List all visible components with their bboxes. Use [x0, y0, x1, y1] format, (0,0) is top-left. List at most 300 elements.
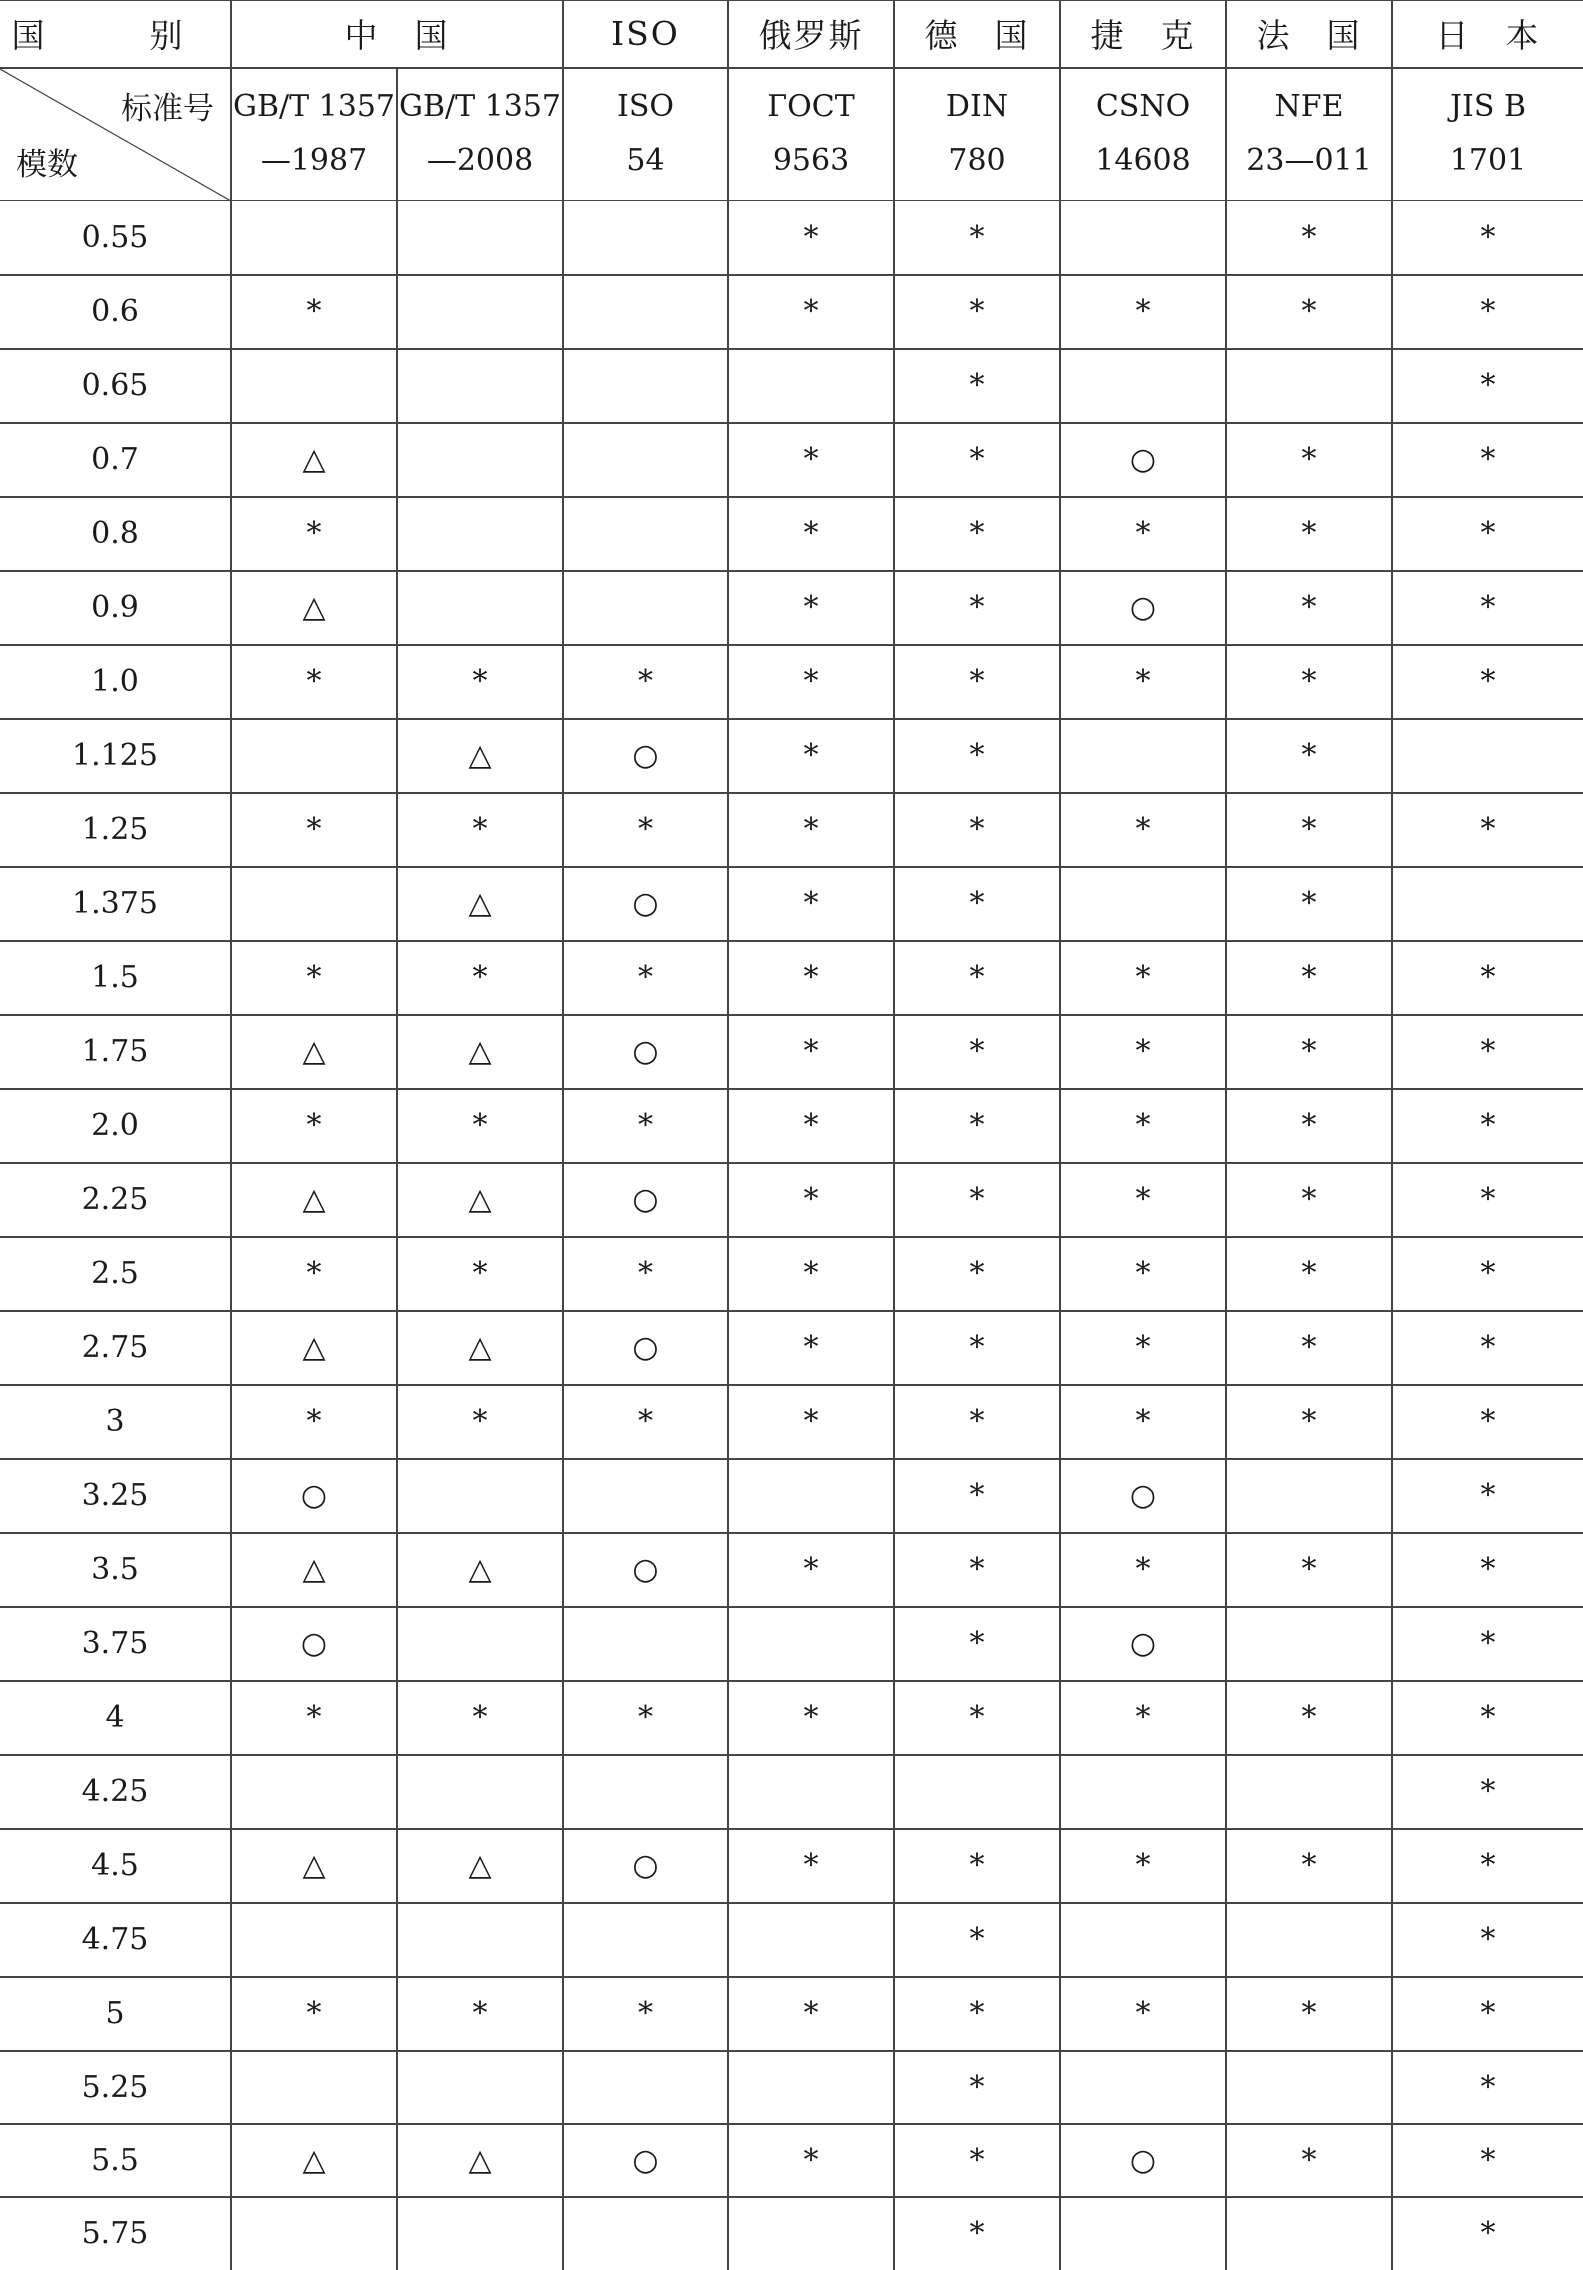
mark-cell: *: [894, 1311, 1060, 1385]
mark-cell: *: [563, 1385, 728, 1459]
mark-cell: *: [894, 1385, 1060, 1459]
mark-cell: *: [894, 1163, 1060, 1237]
table-row: [0, 867, 1583, 941]
standard-header: [1226, 68, 1392, 201]
mark-cell: *: [563, 1089, 728, 1163]
table-row: [0, 1533, 1583, 1607]
module-value: 1.125: [0, 719, 231, 793]
standard-header: [1392, 68, 1583, 201]
country-header: 日 本: [1392, 1, 1583, 68]
standard-header: [397, 68, 563, 201]
mark-cell: [231, 2051, 397, 2124]
mark-cell: *: [894, 719, 1060, 793]
mark-cell: △: [231, 1163, 397, 1237]
mark-cell: [1060, 2051, 1226, 2124]
mark-cell: *: [231, 645, 397, 719]
mark-cell: *: [728, 1829, 894, 1903]
mark-cell: [1060, 1755, 1226, 1829]
mark-cell: ○: [563, 1533, 728, 1607]
mark-cell: [1226, 1459, 1392, 1533]
mark-cell: *: [728, 1089, 894, 1163]
mark-cell: *: [894, 497, 1060, 571]
module-value: 2.75: [0, 1311, 231, 1385]
mark-cell: △: [397, 2124, 563, 2197]
module-value: 5.5: [0, 2124, 231, 2197]
mark-cell: △: [397, 719, 563, 793]
module-value: 0.55: [0, 201, 231, 275]
mark-cell: *: [1226, 1977, 1392, 2051]
mark-cell: [563, 2197, 728, 2270]
mark-cell: *: [894, 349, 1060, 423]
mark-cell: *: [1392, 1237, 1583, 1311]
mark-cell: *: [728, 793, 894, 867]
mark-cell: *: [1060, 1385, 1226, 1459]
corner-header-cell: [0, 68, 231, 201]
mark-cell: *: [1226, 1089, 1392, 1163]
module-value: 3: [0, 1385, 231, 1459]
mark-cell: *: [1392, 941, 1583, 1015]
standard-header-line: 9563: [772, 143, 850, 179]
mark-cell: [563, 275, 728, 349]
standard-header-line: —2008: [426, 143, 534, 179]
mark-cell: [397, 201, 563, 275]
mark-cell: *: [1226, 497, 1392, 571]
mark-cell: ○: [231, 1607, 397, 1681]
country-header: ISO: [563, 1, 728, 68]
mark-cell: *: [894, 201, 1060, 275]
mark-cell: *: [397, 1237, 563, 1311]
mark-cell: [1226, 1607, 1392, 1681]
table-row: [0, 1385, 1583, 1459]
module-value: 4.75: [0, 1903, 231, 1977]
mark-cell: *: [728, 1311, 894, 1385]
mark-cell: *: [1226, 1237, 1392, 1311]
mark-cell: *: [1226, 423, 1392, 497]
module-value: 2.5: [0, 1237, 231, 1311]
table-row: [0, 1311, 1583, 1385]
mark-cell: [397, 1459, 563, 1533]
mark-cell: [1392, 719, 1583, 793]
mark-cell: *: [1060, 1163, 1226, 1237]
mark-cell: *: [728, 645, 894, 719]
standard-header-line: ГОСТ: [767, 89, 855, 125]
mark-cell: *: [1392, 2051, 1583, 2124]
module-value: 4.25: [0, 1755, 231, 1829]
mark-cell: *: [894, 1829, 1060, 1903]
mark-cell: [397, 2051, 563, 2124]
mark-cell: [728, 2197, 894, 2270]
mark-cell: ○: [563, 1163, 728, 1237]
table-row: [0, 1015, 1583, 1089]
mark-cell: △: [231, 2124, 397, 2197]
mark-cell: [1226, 1755, 1392, 1829]
country-header: 中 国: [231, 1, 563, 68]
module-value: 1.0: [0, 645, 231, 719]
mark-cell: △: [397, 1533, 563, 1607]
mark-cell: *: [231, 275, 397, 349]
table-row: [0, 1163, 1583, 1237]
mark-cell: *: [1392, 1163, 1583, 1237]
mark-cell: *: [231, 1681, 397, 1755]
mark-cell: △: [397, 1829, 563, 1903]
mark-cell: *: [894, 1089, 1060, 1163]
mark-cell: *: [397, 1977, 563, 2051]
mark-cell: [231, 867, 397, 941]
mark-cell: *: [1060, 645, 1226, 719]
standard-header-line: 1701: [1449, 143, 1527, 179]
mark-cell: *: [728, 867, 894, 941]
mark-cell: [1060, 1903, 1226, 1977]
module-value: 0.7: [0, 423, 231, 497]
standard-header-line: 23—011: [1246, 143, 1372, 179]
mark-cell: *: [1060, 1015, 1226, 1089]
mark-cell: [563, 1607, 728, 1681]
mark-cell: *: [1392, 275, 1583, 349]
mark-cell: *: [1392, 1681, 1583, 1755]
standard-header-line: ISO: [617, 89, 674, 125]
mark-cell: *: [894, 1533, 1060, 1607]
mark-cell: [563, 1459, 728, 1533]
mark-cell: *: [728, 275, 894, 349]
mark-cell: *: [1392, 1311, 1583, 1385]
mark-cell: *: [563, 1681, 728, 1755]
mark-cell: △: [397, 1311, 563, 1385]
table-row: [0, 275, 1583, 349]
table-row: [0, 201, 1583, 275]
mark-cell: *: [1392, 1459, 1583, 1533]
mark-cell: *: [1392, 793, 1583, 867]
mark-cell: [1060, 201, 1226, 275]
mark-cell: *: [1226, 1681, 1392, 1755]
table-row: [0, 497, 1583, 571]
mark-cell: *: [1226, 1829, 1392, 1903]
module-value: 3.25: [0, 1459, 231, 1533]
mark-cell: *: [1060, 1237, 1226, 1311]
mark-cell: *: [1226, 1311, 1392, 1385]
mark-cell: [1226, 1903, 1392, 1977]
table-row: [0, 719, 1583, 793]
table-row: [0, 1089, 1583, 1163]
mark-cell: *: [563, 793, 728, 867]
mark-cell: *: [563, 645, 728, 719]
mark-cell: *: [1226, 1385, 1392, 1459]
mark-cell: *: [1392, 645, 1583, 719]
mark-cell: [397, 349, 563, 423]
mark-cell: *: [397, 1089, 563, 1163]
mark-cell: [397, 1903, 563, 1977]
mark-cell: *: [1392, 1089, 1583, 1163]
mark-cell: *: [1060, 1533, 1226, 1607]
mark-cell: △: [397, 867, 563, 941]
mark-cell: *: [894, 1015, 1060, 1089]
mark-cell: [1226, 2197, 1392, 2270]
standard-header-line: GB/T 1357: [232, 89, 395, 125]
mark-cell: ○: [563, 867, 728, 941]
mark-cell: *: [728, 1533, 894, 1607]
mark-cell: *: [1226, 2124, 1392, 2197]
mark-cell: *: [728, 1385, 894, 1459]
table-row: [0, 2197, 1583, 2270]
mark-cell: [397, 1755, 563, 1829]
mark-cell: *: [397, 1385, 563, 1459]
mark-cell: [397, 2197, 563, 2270]
mark-cell: *: [1392, 1903, 1583, 1977]
mark-cell: *: [231, 1237, 397, 1311]
table-row: [0, 645, 1583, 719]
mark-cell: ○: [1060, 1459, 1226, 1533]
mark-cell: ○: [563, 1829, 728, 1903]
country-header: 德 国: [894, 1, 1060, 68]
mark-cell: *: [894, 1607, 1060, 1681]
mark-cell: *: [728, 1681, 894, 1755]
mark-cell: [397, 275, 563, 349]
module-value: 0.9: [0, 571, 231, 645]
mark-cell: *: [1392, 423, 1583, 497]
module-label: 模数: [16, 147, 78, 183]
mark-cell: *: [894, 2051, 1060, 2124]
mark-cell: *: [563, 1977, 728, 2051]
table-row: [0, 1903, 1583, 1977]
mark-cell: *: [1392, 571, 1583, 645]
mark-cell: [1060, 719, 1226, 793]
mark-cell: ○: [563, 1311, 728, 1385]
mark-cell: *: [894, 1977, 1060, 2051]
mark-cell: △: [231, 1015, 397, 1089]
country-label-header: 国 别: [0, 1, 231, 68]
mark-cell: *: [894, 1903, 1060, 1977]
mark-cell: *: [1060, 497, 1226, 571]
mark-cell: ○: [1060, 571, 1226, 645]
mark-cell: *: [894, 867, 1060, 941]
mark-cell: *: [1060, 1681, 1226, 1755]
mark-cell: [728, 1755, 894, 1829]
mark-cell: *: [1392, 2124, 1583, 2197]
standard-header: [894, 68, 1060, 201]
mark-cell: [1226, 349, 1392, 423]
mark-cell: *: [1392, 1755, 1583, 1829]
mark-cell: *: [728, 497, 894, 571]
standard-header-line: 14608: [1095, 143, 1191, 179]
mark-cell: *: [728, 1977, 894, 2051]
mark-cell: *: [1392, 1533, 1583, 1607]
mark-cell: *: [1226, 867, 1392, 941]
module-value: 0.8: [0, 497, 231, 571]
mark-cell: ○: [1060, 423, 1226, 497]
module-value: 1.75: [0, 1015, 231, 1089]
mark-cell: *: [1060, 275, 1226, 349]
module-value: 5: [0, 1977, 231, 2051]
mark-cell: *: [894, 571, 1060, 645]
mark-cell: *: [728, 1163, 894, 1237]
standard-header: [1060, 68, 1226, 201]
module-value: 4.5: [0, 1829, 231, 1903]
mark-cell: *: [1226, 201, 1392, 275]
mark-cell: [563, 2051, 728, 2124]
mark-cell: [563, 423, 728, 497]
mark-cell: *: [1392, 1607, 1583, 1681]
mark-cell: [563, 571, 728, 645]
mark-cell: *: [894, 1681, 1060, 1755]
table-row: [0, 2051, 1583, 2124]
mark-cell: *: [1226, 1015, 1392, 1089]
country-header: 捷 克: [1060, 1, 1226, 68]
table-row: [0, 423, 1583, 497]
mark-cell: *: [728, 1015, 894, 1089]
table-row: [0, 1977, 1583, 2051]
mark-cell: ○: [563, 1015, 728, 1089]
mark-cell: [231, 2197, 397, 2270]
mark-cell: *: [1226, 571, 1392, 645]
standard-header-line: —1987: [260, 143, 368, 179]
mark-cell: [563, 1755, 728, 1829]
mark-cell: *: [894, 941, 1060, 1015]
mark-cell: [1392, 867, 1583, 941]
module-value: 1.375: [0, 867, 231, 941]
mark-cell: *: [397, 941, 563, 1015]
module-value: 1.25: [0, 793, 231, 867]
mark-cell: *: [1226, 1163, 1392, 1237]
table-row: [0, 1459, 1583, 1533]
mark-cell: △: [231, 1533, 397, 1607]
mark-cell: *: [728, 423, 894, 497]
mark-cell: ○: [231, 1459, 397, 1533]
module-value: 1.5: [0, 941, 231, 1015]
mark-cell: [231, 1755, 397, 1829]
mark-cell: ○: [563, 2124, 728, 2197]
mark-cell: *: [1392, 1015, 1583, 1089]
mark-cell: *: [563, 1237, 728, 1311]
mark-cell: *: [1392, 1385, 1583, 1459]
mark-cell: *: [728, 201, 894, 275]
standard-header-line: NFE: [1274, 89, 1344, 125]
table-row: [0, 1237, 1583, 1311]
mark-cell: *: [1226, 645, 1392, 719]
standard-header-line: 54: [626, 143, 665, 179]
table-row: [0, 793, 1583, 867]
mark-cell: *: [1392, 349, 1583, 423]
standard-header: [231, 68, 397, 201]
mark-cell: *: [397, 645, 563, 719]
mark-cell: *: [397, 793, 563, 867]
mark-cell: *: [894, 645, 1060, 719]
table-row: [0, 349, 1583, 423]
mark-cell: [728, 1903, 894, 1977]
table-row: [0, 1755, 1583, 1829]
mark-cell: *: [1392, 2197, 1583, 2270]
mark-cell: [563, 349, 728, 423]
module-value: 0.65: [0, 349, 231, 423]
mark-cell: △: [397, 1163, 563, 1237]
table-row: [0, 941, 1583, 1015]
mark-cell: *: [397, 1681, 563, 1755]
mark-cell: *: [728, 2124, 894, 2197]
mark-cell: [1226, 2051, 1392, 2124]
standard-header-line: CSNO: [1095, 89, 1191, 125]
mark-cell: *: [1060, 1829, 1226, 1903]
mark-cell: ○: [1060, 1607, 1226, 1681]
mark-cell: *: [1060, 1089, 1226, 1163]
mark-cell: *: [1060, 793, 1226, 867]
table-row: [0, 1829, 1583, 1903]
table-row: [0, 1607, 1583, 1681]
mark-cell: *: [894, 1459, 1060, 1533]
mark-cell: *: [1392, 1829, 1583, 1903]
mark-cell: *: [894, 275, 1060, 349]
mark-cell: [397, 571, 563, 645]
mark-cell: *: [728, 571, 894, 645]
mark-cell: [728, 2051, 894, 2124]
mark-cell: *: [1392, 201, 1583, 275]
mark-cell: △: [231, 571, 397, 645]
mark-cell: *: [1226, 275, 1392, 349]
mark-cell: [1060, 349, 1226, 423]
mark-cell: [894, 1755, 1060, 1829]
module-value: 2.0: [0, 1089, 231, 1163]
table-row: [0, 1681, 1583, 1755]
mark-cell: *: [894, 2124, 1060, 2197]
mark-cell: *: [231, 497, 397, 571]
mark-cell: [397, 1607, 563, 1681]
country-header: 法 国: [1226, 1, 1392, 68]
mark-cell: △: [231, 1311, 397, 1385]
module-value: 3.75: [0, 1607, 231, 1681]
mark-cell: *: [231, 1977, 397, 2051]
module-value: 0.6: [0, 275, 231, 349]
mark-cell: [1060, 867, 1226, 941]
module-value: 5.75: [0, 2197, 231, 2270]
mark-cell: *: [1226, 719, 1392, 793]
mark-cell: *: [231, 1089, 397, 1163]
mark-cell: *: [1226, 941, 1392, 1015]
mark-cell: [231, 201, 397, 275]
standard-header-line: JIS B: [1449, 89, 1526, 125]
mark-cell: [563, 201, 728, 275]
standard-header-row: [0, 68, 1583, 201]
mark-cell: [563, 497, 728, 571]
standard-header: [728, 68, 894, 201]
mark-cell: [728, 349, 894, 423]
mark-cell: [563, 1903, 728, 1977]
mark-cell: *: [894, 423, 1060, 497]
module-value: 4: [0, 1681, 231, 1755]
standard-header-line: DIN: [945, 89, 1009, 125]
mark-cell: △: [231, 423, 397, 497]
mark-cell: [397, 423, 563, 497]
mark-cell: *: [1060, 941, 1226, 1015]
standard-header-line: 780: [948, 143, 1006, 179]
country-header-row: [0, 1, 1583, 68]
mark-cell: *: [1226, 793, 1392, 867]
mark-cell: ○: [1060, 2124, 1226, 2197]
mark-cell: *: [231, 793, 397, 867]
mark-cell: *: [1060, 1311, 1226, 1385]
mark-cell: △: [397, 1015, 563, 1089]
mark-cell: *: [1392, 1977, 1583, 2051]
mark-cell: △: [231, 1829, 397, 1903]
standard-header: [563, 68, 728, 201]
mark-cell: *: [728, 941, 894, 1015]
mark-cell: *: [728, 719, 894, 793]
table-row: [0, 2124, 1583, 2197]
mark-cell: ○: [563, 719, 728, 793]
mark-cell: [231, 719, 397, 793]
mark-cell: *: [1392, 497, 1583, 571]
mark-cell: *: [894, 793, 1060, 867]
mark-cell: *: [894, 2197, 1060, 2270]
mark-cell: *: [563, 941, 728, 1015]
mark-cell: *: [231, 1385, 397, 1459]
mark-cell: [1060, 2197, 1226, 2270]
